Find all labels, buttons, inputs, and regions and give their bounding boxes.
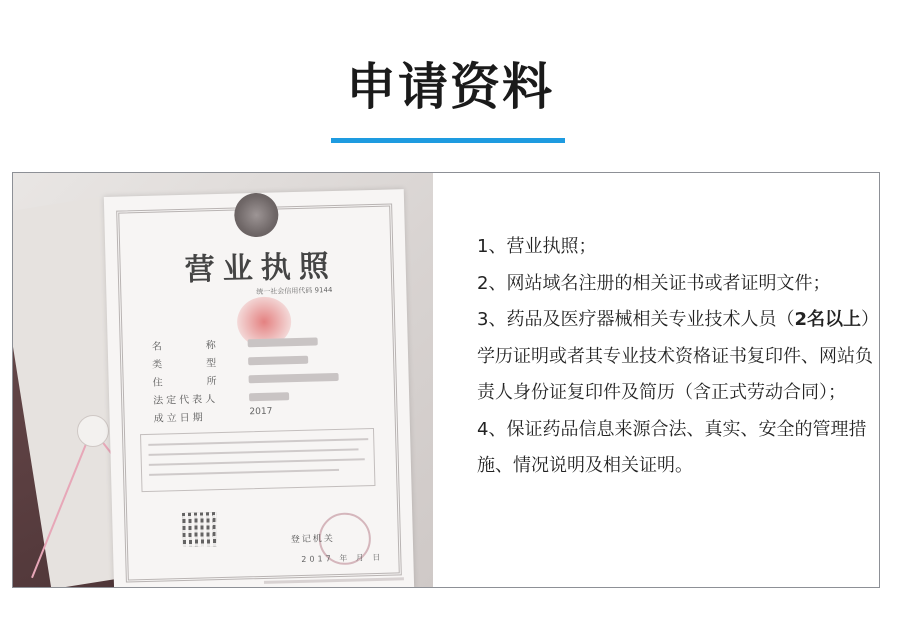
- folder-button: [77, 415, 109, 447]
- license-established-year: 2017: [249, 406, 273, 418]
- title-underline: [331, 138, 565, 143]
- requirements-list: [477, 229, 873, 485]
- requirement-item: 2、网站域名注册的相关证书或者证明文件；: [477, 272, 831, 294]
- blurred-value: [248, 356, 308, 366]
- blurred-value: [249, 392, 289, 401]
- license-field-name: 名 称: [151, 339, 224, 353]
- requirement-item: [477, 302, 873, 412]
- license-sheet: [104, 189, 414, 587]
- license-title: 营业执照: [184, 248, 338, 288]
- requirement-text: 3、药品及医疗器械相关专业技术人员（: [477, 309, 795, 330]
- requirement-emphasis: 2名以上: [794, 309, 861, 330]
- license-field-established: 成立日期: [153, 412, 206, 425]
- register-authority: 登记机关: [290, 534, 335, 546]
- license-field-address: 住 所: [152, 375, 225, 389]
- license-field-type: 类 型: [152, 357, 225, 371]
- business-license-photo: [13, 173, 433, 587]
- content-panel: [12, 172, 880, 588]
- requirement-item: 1、营业执照；: [477, 236, 597, 257]
- license-credit-code: 统一社会信用代码 9144: [256, 286, 333, 297]
- page-title: 申请资料: [346, 58, 554, 116]
- qr-code-overlay: [182, 512, 217, 547]
- requirement-item: 4、保证药品信息来源合法、真实、安全的管理措施、情况说明及相关证明。: [477, 418, 867, 476]
- register-date: 2017 年 月 日: [301, 552, 384, 564]
- requirement-text: ）学历证明或者其专业技术资格证书复印件、网站负责人身份证复印件及简历（含正式劳动合同）；: [477, 309, 873, 403]
- license-field-representative: 法定代表人: [153, 394, 219, 407]
